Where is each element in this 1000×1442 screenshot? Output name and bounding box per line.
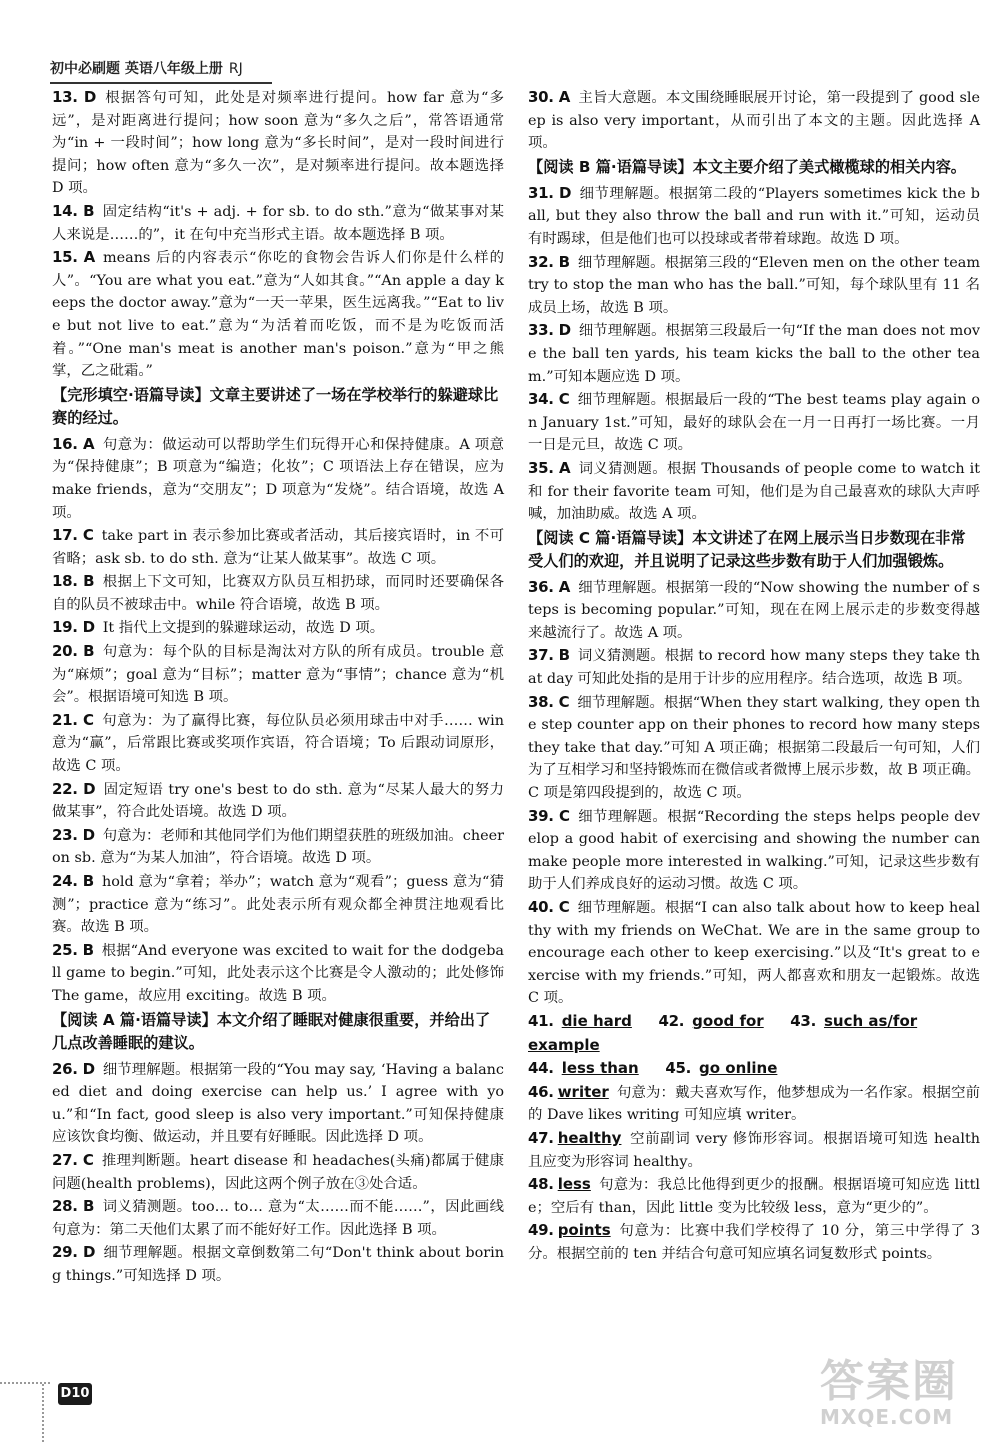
question-number: 21. C bbox=[52, 710, 94, 729]
question-number: 47. bbox=[528, 1128, 554, 1147]
answer-entry bbox=[52, 1195, 504, 1241]
answer-entry bbox=[528, 644, 980, 690]
answer-entry bbox=[52, 824, 504, 870]
explanation-text: 句意为：每个队的目标是淘汰对方队的所有成员。trouble 意为“麻烦”；goal 意为“目标”；matter 意为“事情”；chance 意为“机会”。根据语境可知选 B 项。 bbox=[52, 644, 504, 706]
explanation-text: 细节理解题。根据第一段的“Now showing the number of steps is becoming popular.”可知，现在在网上展示走的步数变得越来越流行了。故选 A 项。 bbox=[528, 579, 980, 641]
answer-entry bbox=[52, 870, 504, 939]
page-number: D10 bbox=[58, 1383, 92, 1405]
phrase-answers-row-2 bbox=[528, 1057, 980, 1081]
question-number: 24. B bbox=[52, 872, 94, 890]
explanation-text: hold 意为“拿着；举办”；watch 意为“观看”；guess 意为“猜测”；practice 意为“练习”。此处表示所有观众都全神贯注地观看比赛。故选 B 项。 bbox=[52, 874, 505, 936]
section-intro: 【完形填空·语篇导读】文章主要讲述了一场在学校举行的躲避球比赛的经过。 bbox=[52, 385, 499, 427]
right-column bbox=[528, 86, 980, 1266]
header-rule bbox=[50, 82, 272, 84]
explanation-text: 空前副词 very 修饰形容词。根据语境可知选 health 且应变为形容词 healthy。 bbox=[528, 1130, 980, 1170]
question-number: 36. A bbox=[528, 577, 571, 596]
question-number: 48. bbox=[528, 1175, 554, 1194]
explanation-text: 根据答句可知，此处是对频率进行提问。how far 意为“多远”，是对距离进行提问；how soon 意为“多久之后”，常答语通常为“in + 一段时间”；how long 意为“多长时间”，是对一段时间进行提问；how often 意为“多久一次”，是对频率进行提问。故本题选择 D 项。 bbox=[52, 90, 505, 197]
explanation-text: 推理判断题。heart disease 和 headaches(头痛)都属于健康问题(health problems)，因此这两个例子放在③处合适。 bbox=[52, 1152, 504, 1192]
question-number: 34. C bbox=[528, 390, 570, 409]
blank-answer: healthy bbox=[557, 1128, 622, 1147]
question-number: 30. A bbox=[528, 88, 571, 106]
watermark-text: 答案圈 bbox=[820, 1356, 958, 1407]
explanation-text: 根据“And everyone was excited to wait for the dodgeball game to begin.”可知，此处表示这个比赛是令人激动的；此处修饰 The game，故应用 exciting。故选 B 项。 bbox=[52, 942, 504, 1004]
explanation-text: 细节理解题。根据第一段的“You may say, ‘Having a balanced diet and doing exercise can help us.’ I agree with you.”和“In fact, good sleep is also very important.”可知保持健康应该饮食均衡、做运动，并且要有好睡眠。因此选择 D 项。 bbox=[52, 1061, 504, 1146]
edition-tag: RJ bbox=[228, 61, 243, 77]
question-number: 14. B bbox=[52, 201, 95, 220]
question-number: 13. D bbox=[52, 88, 97, 106]
question-number: 39. C bbox=[528, 806, 570, 825]
answer-entry bbox=[52, 640, 504, 709]
answer-entry bbox=[52, 570, 504, 616]
answer-entry bbox=[52, 86, 504, 200]
explanation-text: 句意为：为了赢得比赛，每位队员必须用球击中对手…… win 意为“赢”，后常跟比赛或奖项作宾语，符合语境；To 后跟动词原形，故选 C 项。 bbox=[52, 712, 505, 775]
answer-entry bbox=[52, 778, 504, 824]
question-number: 27. C bbox=[52, 1150, 94, 1169]
phrase-answer-42: 42. good for bbox=[658, 1011, 764, 1030]
answer-entry bbox=[528, 388, 980, 457]
book-title: 初中必刷题 英语八年级上册 bbox=[50, 61, 223, 77]
answer-entry bbox=[52, 1241, 504, 1287]
blank-answer: writer bbox=[557, 1082, 609, 1101]
fill-answers bbox=[528, 1081, 980, 1266]
explanation-text: 细节理解题。根据“Recording the steps helps people develop a good habit of exercising and showing the number can make people more interested in walking.”可知，记录这些步数有助于人们养成良好的运动习惯。故选 C 项。 bbox=[528, 808, 980, 893]
question-number: 37. B bbox=[528, 646, 570, 665]
answer-entry bbox=[52, 200, 504, 246]
section-intro: 【阅读 C 篇·语篇导读】本文讲述了在网上展示当日步数现在非常受人们的欢迎，并且说明了记录这些步数有助于人们加强锻炼。 bbox=[528, 528, 966, 570]
explanation-text: 主旨大意题。本文围绕睡眠展开讨论，第一段提到了 good sleep is also very important，从而引出了本文的主题。因此选择 A 项。 bbox=[528, 90, 981, 152]
answer-entry bbox=[528, 576, 980, 645]
fill-answer-entry bbox=[528, 1127, 980, 1173]
phrase-answer-43: 43. such as/for example bbox=[528, 1011, 918, 1054]
footer-dotted-rule-vertical bbox=[42, 1384, 46, 1442]
answer-entry bbox=[528, 691, 980, 805]
explanation-text: take part in 表示参加比赛或者活动，其后接宾语时，in 不可省略；ask sb. to do sth. 意为“让某人做某事”。故选 C 项。 bbox=[52, 528, 504, 567]
question-number: 40. C bbox=[528, 898, 570, 916]
question-number: 31. D bbox=[528, 183, 572, 202]
phrase-answer-44: 44. less than bbox=[528, 1059, 639, 1078]
question-number: 38. C bbox=[528, 692, 570, 711]
left-column bbox=[52, 86, 504, 1288]
explanation-text: 词义猜测题。too… to… 意为“太……而不能……”，因此画线句意为：第二天他们太累了而不能好好工作。因此选择 B 项。 bbox=[52, 1199, 505, 1238]
phrase-answer-45: 45. go online bbox=[665, 1059, 778, 1078]
question-number: 33. D bbox=[528, 321, 571, 340]
question-number: 22. D bbox=[52, 779, 96, 798]
question-number: 26. D bbox=[52, 1059, 95, 1078]
explanation-text: It 指代上文提到的躲避球运动，故选 D 项。 bbox=[102, 620, 385, 637]
explanation-text: 根据上下文可知，比赛双方队员互相扔球，而同时还要确保各自的队员不被球击中。while 符合语境，故选 B 项。 bbox=[52, 574, 504, 613]
explanation-text: 句意为：戴夫喜欢写作，他梦想成为一名作家。根据空前的 Dave likes writing 可知应填 writer。 bbox=[528, 1084, 980, 1124]
blank-answer: points bbox=[557, 1221, 611, 1240]
answer-entry bbox=[528, 251, 980, 320]
explanation-text: 细节理解题。根据文章倒数第二句“Don't think about boring things.”可知选择 D 项。 bbox=[52, 1245, 504, 1284]
answer-entry bbox=[52, 524, 504, 570]
explanation-text: 细节理解题。根据第二段的“Players sometimes kick the ball, but they also throw the ball and run with it.”可知，运动员有时踢球，但是他们也可以投球或者带着球跑。故选 D 项。 bbox=[528, 185, 980, 247]
answer-entry bbox=[52, 1149, 504, 1195]
question-number: 28. B bbox=[52, 1197, 95, 1216]
explanation-text: means 后的内容表示“你吃的食物会告诉人们你是什么样的人”。“You are what you eat.”意为“人如其食。”“An apple a day keeps the doctor away.”意为“一天一苹果，医生远离我。”“Eat to live but not live to eat.”意为“为活着而吃饭，而不是为吃饭而活着。”“One man's meat is another man's poison.”意为“甲之熊掌，乙之砒霜。” bbox=[52, 250, 505, 380]
explanation-text: 固定结构“it's + adj. + for sb. to do sth.”意为“做某事对某人来说是……的”，it 在句中充当形式主语。故本题选择 B 项。 bbox=[52, 203, 504, 243]
explanation-text: 细节理解题。根据第三段最后一句“If the man does not move the ball ten yards, his team kicks the ball to the other team.”可知本题应选 D 项。 bbox=[528, 323, 981, 385]
right-column-entries bbox=[528, 86, 980, 1010]
question-number: 25. B bbox=[52, 940, 94, 959]
question-number: 23. D bbox=[52, 825, 95, 844]
explanation-text: 细节理解题。根据第三段的“Eleven men on the other team try to stop the man who has the ball.”可知，每个球队里有 11 名成员上场，故选 B 项。 bbox=[528, 254, 980, 316]
watermark-logo bbox=[820, 1358, 990, 1438]
answer-entry bbox=[528, 86, 980, 155]
answer-entry bbox=[528, 319, 980, 388]
phrase-answers-row-1 bbox=[528, 1010, 980, 1057]
section-intro: 【阅读 B 篇·语篇导读】本文主要介绍了美式橄榄球的相关内容。 bbox=[528, 157, 966, 176]
explanation-text: 词义猜测题。根据 to record how many steps they take that day 可知此处指的是用于计步的应用程序。结合选项，故选 B 项。 bbox=[528, 648, 980, 688]
phrase-answer-41: 41. die hard bbox=[528, 1011, 632, 1030]
explanation-text: 句意为：老师和其他同学们为他们期望获胜的班级加油。cheer on sb. 意为“为某人加油”，符合语境。故选 D 项。 bbox=[52, 827, 504, 867]
answer-entry bbox=[528, 896, 980, 1010]
question-number: 18. B bbox=[52, 572, 95, 591]
question-number: 15. A bbox=[52, 248, 95, 267]
question-number: 20. B bbox=[52, 642, 95, 661]
explanation-text: 细节理解题。根据“When they start walking, they open the step counter app on their phones to record how many steps they take that day.”可知 A 项正确；根据第二段最后一句可知，人们为了互相学习和坚持锻炼而在微信或者微博上展示步数，故 B 项正确。C 项是第四段提到的，故选 C 项。 bbox=[528, 694, 980, 802]
question-number: 49. bbox=[528, 1221, 554, 1240]
answer-entry bbox=[528, 457, 980, 526]
answer-entry bbox=[52, 1058, 504, 1149]
answer-entry bbox=[528, 805, 980, 896]
question-number: 29. D bbox=[52, 1243, 96, 1262]
explanation-text: 固定短语 try one's best to do sth. 意为“尽某人最大的努力做某事”，符合此处语境。故选 D 项。 bbox=[52, 781, 504, 821]
section-intro: 【阅读 A 篇·语篇导读】本文介绍了睡眠对健康很重要，并给出了几点改善睡眠的建议。 bbox=[52, 1010, 491, 1052]
answer-entry bbox=[52, 939, 504, 1008]
answer-entry bbox=[52, 433, 504, 524]
answer-entry bbox=[52, 616, 504, 640]
explanation-text: 细节理解题。根据“I can also talk about how to keep healthy with my friends on WeChat. We are in the same group to encourage each other to keep exercising.”以及“It's great to exercise with my friends.”可知，两人都喜欢和朋友一起锻炼。故选 C 项。 bbox=[528, 900, 980, 1007]
question-number: 16. A bbox=[52, 434, 95, 453]
explanation-text: 词义猜测题。根据 Thousands of people come to watch it 和 for their favorite team 可知，他们是为自己最喜欢的球队大声呼喊，加油助威。故选 A 项。 bbox=[528, 460, 980, 523]
answer-entry bbox=[52, 246, 504, 383]
question-number: 35. A bbox=[528, 458, 571, 477]
question-number: 32. B bbox=[528, 252, 570, 271]
explanation-text: 句意为：做运动可以帮助学生们玩得开心和保持健康。A 项意为“保持健康”；B 项意为“编造；化妆”；C 项语法上存在错误，应为 make friends，意为“交朋友”；D 项意为“发烧”。结合语境，故选 A 项。 bbox=[52, 436, 504, 521]
answer-entry bbox=[52, 709, 504, 778]
explanation-text: 句意为：比赛中我们学校得了 10 分，第三中学得了 3 分。根据空前的 ten 并结合句意可知应填名词复数形式 points。 bbox=[528, 1223, 980, 1262]
question-number: 19. D bbox=[52, 618, 95, 637]
question-number: 17. C bbox=[52, 526, 94, 545]
explanation-text: 句意为：我总比他得到更少的报酬。根据语境可知应选 little；空后有 than，因此 little 变为比较级 less，意为“更少的”。 bbox=[528, 1177, 980, 1216]
blank-answer: less bbox=[557, 1175, 591, 1194]
fill-answer-entry bbox=[528, 1219, 980, 1265]
fill-answer-entry bbox=[528, 1173, 980, 1219]
answer-entry bbox=[528, 182, 980, 251]
fill-answer-entry bbox=[528, 1081, 980, 1127]
question-number: 46. bbox=[528, 1082, 554, 1101]
watermark-url: MXQE.COM bbox=[820, 1405, 954, 1429]
explanation-text: 细节理解题。根据最后一段的“The best teams play again on January 1st.”可知，最好的球队会在一月一日再打一场比赛。一月一日是元旦，故选 C 项。 bbox=[528, 392, 980, 454]
